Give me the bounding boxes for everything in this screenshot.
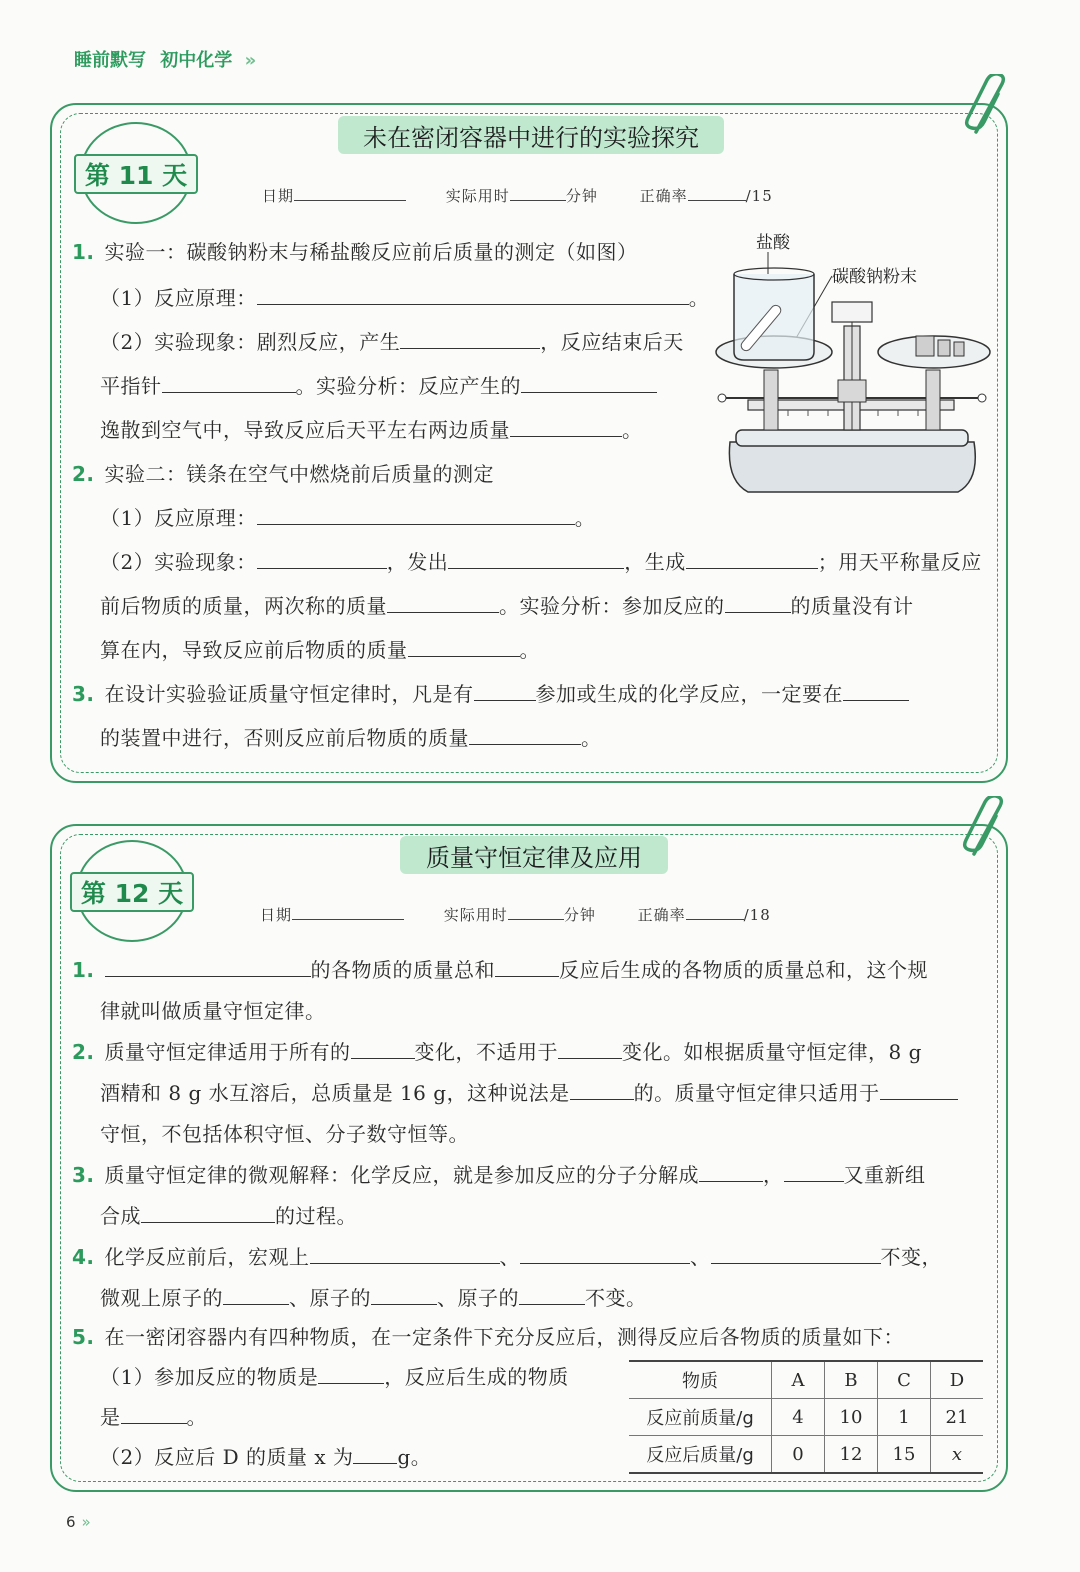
answer-blank[interactable]	[880, 1081, 958, 1100]
d12-q2: 2. 质量守恒定律适用于所有的 变化，不适用于 变化。如根据质量守恒定律，8 g	[72, 1040, 922, 1064]
answer-blank[interactable]	[510, 418, 622, 437]
page-number: 6 »	[66, 1513, 91, 1531]
answer-blank[interactable]	[141, 1204, 275, 1223]
day12-badge	[76, 840, 188, 942]
day11-meta	[262, 185, 773, 206]
d12-q5-1: （1）参加反应的物质是 ，反应后生成的物质	[100, 1365, 569, 1389]
answer-blank[interactable]	[448, 550, 624, 569]
label-acid: 盐酸	[756, 233, 790, 253]
d11-q3: 3. 在设计实验验证质量守恒定律时，凡是有 参加或生成的化学反应，一定要在	[72, 678, 909, 707]
paperclip-icon	[960, 796, 1010, 860]
chevron-icon: »	[244, 50, 257, 71]
answer-blank[interactable]	[558, 1040, 622, 1059]
d11-q1-1: （1）反应原理： 。	[100, 286, 710, 310]
book-header	[74, 46, 256, 72]
answer-blank[interactable]	[310, 1245, 500, 1264]
answer-blank[interactable]	[223, 1286, 289, 1305]
answer-blank[interactable]	[469, 726, 581, 745]
d11-q1: 1. 实验一：碳酸钠粉末与稀盐酸反应前后质量的测定（如图）	[72, 240, 638, 264]
day12-title: 质量守恒定律及应用	[400, 836, 668, 874]
time-field[interactable]	[510, 186, 566, 201]
paperclip-icon	[962, 74, 1012, 138]
rate-field[interactable]	[688, 186, 746, 201]
answer-blank[interactable]	[257, 550, 387, 569]
answer-blank[interactable]	[387, 594, 499, 613]
answer-blank[interactable]	[318, 1365, 384, 1384]
d12-q1: 1. 的各物质的质量总和 反应后生成的各物质的质量总和，这个规	[72, 958, 929, 982]
d12-q5-2: （2）反应后 D 的质量 x 为 g。	[100, 1445, 432, 1469]
answer-blank[interactable]	[519, 1286, 585, 1305]
answer-blank[interactable]	[495, 958, 559, 977]
d12-q5: 5. 在一密闭容器内有四种物质，在一定条件下充分反应后，测得反应后各物质的质量如下：	[72, 1325, 905, 1349]
d12-q2-2: 酒精和 8 g 水互溶后，总质量是 16 g，这种说法是 的。质量守恒定律只适用于	[100, 1077, 958, 1106]
rate-label: 正确率	[637, 906, 686, 924]
d12-q3: 3. 质量守恒定律的微观解释：化学反应，就是参加反应的分子分解成 ， 又重新组	[72, 1163, 926, 1187]
date-field[interactable]	[292, 905, 404, 920]
answer-blank[interactable]	[105, 958, 311, 977]
rate-field[interactable]	[686, 905, 744, 920]
time-label: 实际用时	[445, 187, 510, 205]
d11-q2: 2. 实验二：镁条在空气中燃烧前后质量的测定	[72, 462, 495, 486]
table-row: 反应前质量/g 4 10 1 21	[629, 1399, 983, 1436]
d11-q2-1: （1）反应原理： 。	[100, 506, 596, 530]
answer-blank[interactable]	[570, 1081, 634, 1100]
label-powder: 碳酸钠粉末	[832, 267, 917, 287]
day12-meta	[260, 904, 771, 925]
table-row: 反应后质量/g 0 12 15 x	[629, 1436, 983, 1474]
answer-blank[interactable]	[686, 550, 818, 569]
answer-blank[interactable]	[257, 506, 575, 525]
mass-table	[629, 1360, 983, 1474]
d11-q1-2: （2）实验现象：剧烈反应，产生 ，反应结束后天	[100, 330, 684, 354]
time-field[interactable]	[508, 905, 564, 920]
table-header-row: 物质 A B C D	[629, 1361, 983, 1399]
time-unit: 分钟	[563, 906, 596, 924]
answer-blank[interactable]	[725, 594, 791, 613]
rate-total: /15	[745, 187, 773, 205]
day11-badge	[80, 122, 192, 224]
answer-blank[interactable]	[711, 1245, 881, 1264]
date-label: 日期	[262, 187, 295, 205]
balance-scale-figure	[708, 230, 998, 502]
answer-blank[interactable]	[843, 682, 909, 701]
d11-q1-3: 平指针 。实验分析：反应产生的	[100, 370, 657, 399]
time-label: 实际用时	[443, 906, 508, 924]
d11-q2-4: 算在内，导致反应前后物质的质量 。	[100, 638, 540, 662]
d12-q1-2: 律就叫做质量守恒定律。	[100, 999, 326, 1023]
d11-q2-2: （2）实验现象： ，发出 ，生成 ；用天平称量反应	[100, 550, 982, 574]
d11-q3-2: 的装置中进行，否则反应前后物质的质量 。	[100, 726, 602, 750]
answer-blank[interactable]	[351, 1040, 415, 1059]
answer-blank[interactable]	[162, 374, 296, 393]
answer-blank[interactable]	[520, 1245, 690, 1264]
d12-q2-3: 守恒，不包括体积守恒、分子数守恒等。	[100, 1122, 469, 1146]
answer-blank[interactable]	[121, 1405, 187, 1424]
rate-label: 正确率	[639, 187, 688, 205]
rate-total: /18	[743, 906, 771, 924]
day11-title: 未在密闭容器中进行的实验探究	[338, 116, 724, 154]
day12-badge-label: 第 12 天	[70, 872, 194, 912]
answer-blank[interactable]	[257, 286, 689, 305]
d12-q4: 4. 化学反应前后，宏观上 、 、 不变，	[72, 1245, 943, 1269]
day11-badge-label: 第 11 天	[74, 154, 198, 194]
answer-blank[interactable]	[521, 374, 657, 393]
d11-q1-4: 逸散到空气中，导致反应后天平左右两边质量 。	[100, 418, 643, 442]
subject-title: 初中化学	[160, 50, 233, 71]
d12-q3-2: 合成 的过程。	[100, 1204, 357, 1228]
d11-q2-3: 前后物质的质量，两次称的质量 。实验分析：参加反应的 的质量没有计	[100, 594, 914, 618]
date-label: 日期	[260, 906, 293, 924]
brand-title: 睡前默写	[74, 50, 146, 71]
d12-q4-2: 微观上原子的 、原子的 、原子的 不变。	[100, 1286, 647, 1310]
answer-blank[interactable]	[699, 1163, 763, 1182]
answer-blank[interactable]	[353, 1445, 397, 1464]
answer-blank[interactable]	[408, 638, 520, 657]
answer-blank[interactable]	[784, 1163, 844, 1182]
date-field[interactable]	[294, 186, 406, 201]
time-unit: 分钟	[565, 187, 598, 205]
answer-blank[interactable]	[400, 330, 540, 349]
answer-blank[interactable]	[371, 1286, 437, 1305]
chevron-icon: »	[81, 1513, 91, 1531]
answer-blank[interactable]	[474, 682, 536, 701]
d12-q5-1b: 是 。	[100, 1405, 207, 1429]
